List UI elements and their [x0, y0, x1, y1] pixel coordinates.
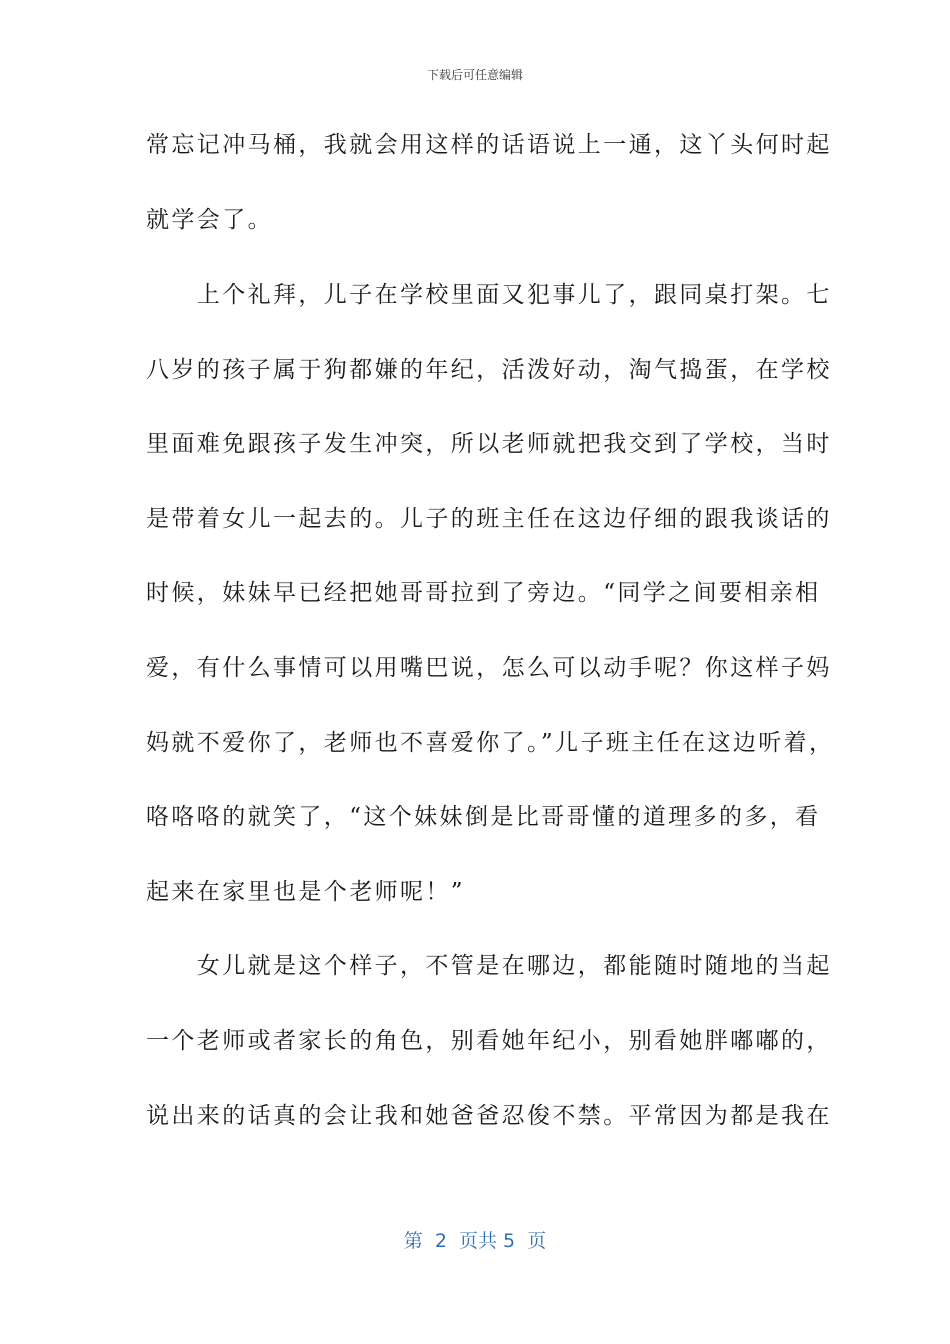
text-line: 说出来的话真的会让我和她爸爸忍俊不禁。平常因为都是我在: [146, 1103, 832, 1129]
page-number-footer: 第 2 页共 5 页: [403, 1230, 547, 1252]
text-line: 时候，妹妹早已经把她哥哥拉到了旁边。“同学之间要相亲相: [146, 580, 821, 606]
text-line: 咯咯咯的就笑了，“这个妹妹倒是比哥哥懂的道理多的多，看: [146, 804, 821, 830]
text-line: 是带着女儿一起去的。儿子的班主任在这边仔细的跟我谈话的: [146, 506, 832, 532]
text-line: 上个礼拜，儿子在学校里面又犯事儿了，跟同桌打架。七: [146, 282, 832, 308]
text-line: 常忘记冲马桶，我就会用这样的话语说上一通，这丫头何时起: [146, 132, 832, 158]
text-line: 就学会了。: [146, 207, 273, 233]
text-line: 妈就不爱你了，老师也不喜爱你了。”儿子班主任在这边听着，: [146, 730, 835, 756]
text-line: 爱，有什么事情可以用嘴巴说，怎么可以动手呢？你这样子妈: [146, 655, 832, 681]
text-line: 八岁的孩子属于狗都嫌的年纪，活泼好动，淘气捣蛋，在学校: [146, 357, 832, 383]
text-line: 里面难免跟孩子发生冲突，所以老师就把我交到了学校，当时: [146, 431, 832, 457]
text-line: 女儿就是这个样子，不管是在哪边，都能随时随地的当起: [146, 953, 832, 979]
page-header: 下载后可任意编辑: [426, 68, 523, 82]
text-line: 起来在家里也是个老师呢！”: [146, 879, 465, 905]
text-line: 一个老师或者家长的角色，别看她年纪小，别看她胖嘟嘟的，: [146, 1028, 832, 1054]
